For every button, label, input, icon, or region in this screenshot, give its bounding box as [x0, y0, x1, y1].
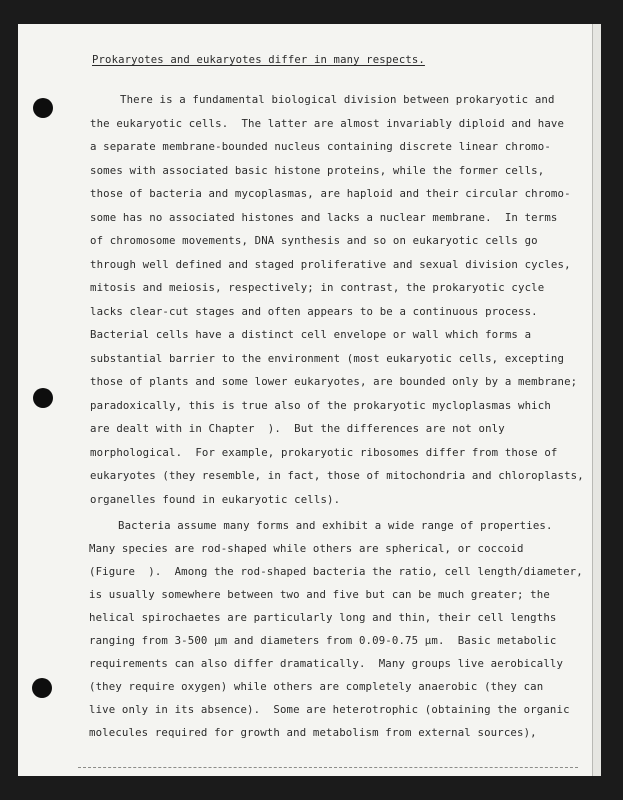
- text-line: eukaryotes (they resemble, in fact, those of mitochondria and chloroplasts,: [90, 469, 584, 482]
- text-line: lacks clear-cut stages and often appears to be a continuous process.: [90, 304, 538, 318]
- text-line: live only in its absence). Some are heterotrophic (obtaining the organic: [89, 703, 570, 716]
- punch-hole-middle: [33, 388, 53, 408]
- text-line: those of bacteria and mycoplasmas, are haploid and their circular chromo-: [90, 187, 571, 200]
- punch-hole-bottom: [32, 678, 52, 698]
- text-line: those of plants and some lower eukaryotes, are bounded only by a membrane;: [90, 375, 578, 388]
- text-line: ranging from 3-500 µm and diameters from 0.09-0.75 µm. Basic metabolic: [89, 634, 557, 647]
- text-line: Bacteria assume many forms and exhibit a wide range of properties.: [118, 519, 553, 532]
- text-line: helical spirochaetes are particularly long and thin, their cell lengths: [89, 611, 557, 624]
- section-heading: Prokaryotes and eukaryotes differ in many respects.: [92, 54, 425, 66]
- text-line: some has no associated histones and lacks a nuclear membrane. In terms: [90, 210, 558, 224]
- text-line: are dealt with in Chapter ). But the differences are not only: [90, 422, 505, 435]
- text-line: Many species are rod-shaped while others are spherical, or coccoid: [89, 542, 524, 555]
- text-line: mitosis and meiosis, respectively; in contrast, the prokaryotic cycle: [90, 281, 545, 294]
- text-line: the eukaryotic cells. The latter are almost invariably diploid and have: [90, 116, 565, 130]
- text-line: organelles found in eukaryotic cells).: [90, 492, 341, 506]
- text-line: morphological. For example, prokaryotic ribosomes differ from those of: [90, 445, 558, 459]
- text-line: somes with associated basic histone proteins, while the former cells,: [90, 163, 545, 177]
- text-line: of chromosome movements, DNA synthesis and so on eukaryotic cells go: [90, 234, 538, 247]
- text-line: requirements can also differ dramatically. Many groups live aerobically: [89, 657, 564, 670]
- text-line: (Figure ). Among the rod-shaped bacteria the ratio, cell length/diameter,: [89, 565, 583, 578]
- text-line: Bacterial cells have a distinct cell envelope or wall which forms a: [90, 328, 532, 341]
- text-line: a separate membrane-bounded nucleus containing discrete linear chromo-: [90, 140, 551, 153]
- text-line: through well defined and staged proliferative and sexual division cycles,: [90, 257, 571, 271]
- text-line: is usually somewhere between two and five but can be much greater; the: [89, 588, 550, 601]
- text-line: paradoxically, this is true also of the prokaryotic mycloplasmas which: [90, 398, 551, 412]
- document-page: [18, 24, 598, 776]
- text-line: (they require oxygen) while others are completely anaerobic (they can: [89, 680, 544, 693]
- page-right-edge: [592, 24, 601, 776]
- text-line: substantial barrier to the environment (most eukaryotic cells, excepting: [90, 351, 565, 365]
- text-line: There is a fundamental biological division between prokaryotic and: [120, 93, 555, 106]
- punch-hole-top: [33, 98, 53, 118]
- page-bottom-edge: [78, 767, 578, 768]
- text-line: molecules required for growth and metabolism from external sources),: [89, 726, 537, 739]
